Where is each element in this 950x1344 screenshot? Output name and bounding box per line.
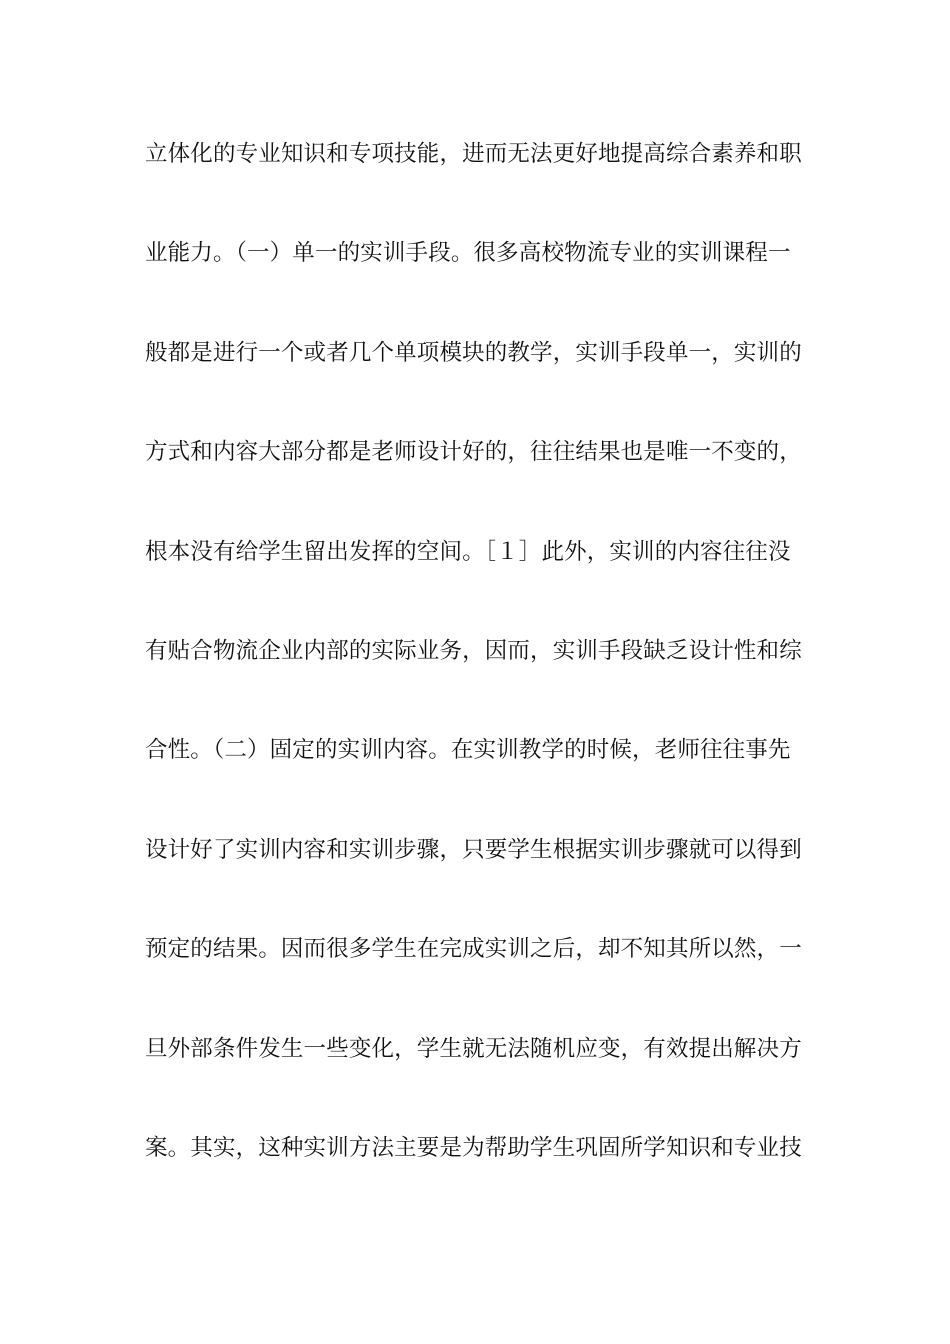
text-line: 旦外部条件发生一些变化，学生就无法随机应变，有效提出解决方 xyxy=(145,1035,802,1062)
body-text xyxy=(145,132,815,1225)
text-line: 般都是进行一个或者几个单项模块的教学，实训手段单一，实训的 xyxy=(145,339,802,366)
text-line: 设计好了实训内容和实训步骤，只要学生根据实训步骤就可以得到 xyxy=(145,836,802,863)
text-line: 业能力。（一）单一的实训手段。很多高校物流专业的实训课程一 xyxy=(145,240,791,267)
text-line: 案。其实，这种实训方法主要是为帮助学生巩固所学知识和专业技 xyxy=(145,1134,802,1161)
text-line: 立体化的专业知识和专项技能，进而无法更好地提高综合素养和职 xyxy=(145,141,802,167)
text-line: 方式和内容大部分都是老师设计好的，往往结果也是唯一不变的， xyxy=(145,439,802,466)
text-line: 根本没有给学生留出发挥的空间。［１］此外，实训的内容往往没 xyxy=(145,538,791,565)
text-line: 合性。（二）固定的实训内容。在实训教学的时候，老师往往事先 xyxy=(145,737,791,764)
text-line: 有贴合物流企业内部的实际业务，因而，实训手段缺乏设计性和综 xyxy=(145,637,802,664)
text-line: 预定的结果。因而很多学生在完成实训之后，却不知其所以然，一 xyxy=(145,936,802,963)
